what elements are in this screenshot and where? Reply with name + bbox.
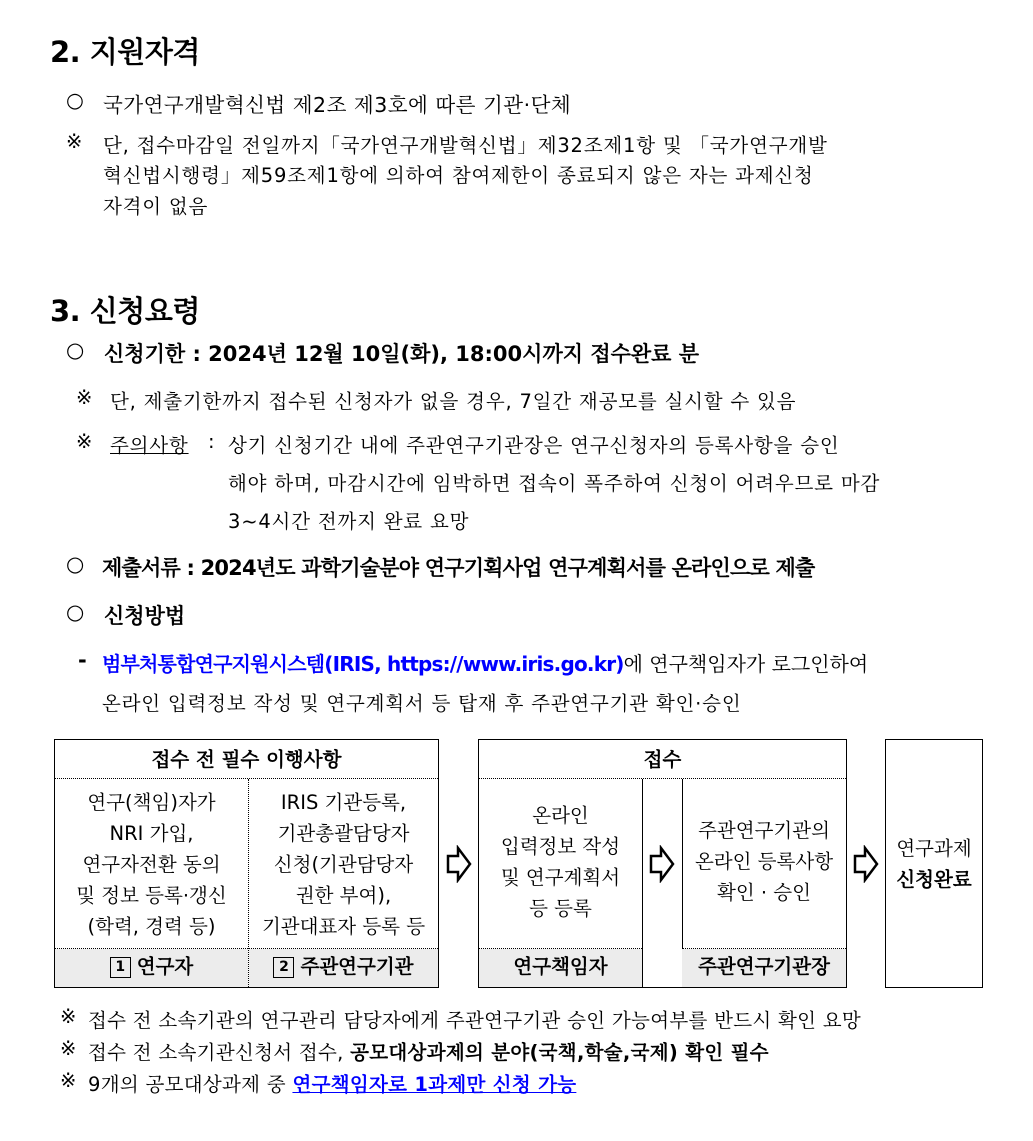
- eligibility-item: 국가연구개발혁신법 제2조 제3호에 따른 기관·단체: [103, 93, 572, 117]
- caution-line2: 해야 하며, 마감시간에 임박하면 접속이 폭주하여 신청이 어려우므로 마감: [228, 472, 881, 495]
- step-text: 기관대표자 등록 등: [261, 915, 426, 938]
- step-researcher: [55, 787, 248, 942]
- note-mark: ※: [60, 1005, 77, 1028]
- eligibility-note-line3: 자격이 없음: [103, 195, 209, 218]
- step-text: 및 정보 등록·갱신: [76, 884, 227, 907]
- step-text: IRIS 기관등록,: [280, 791, 407, 814]
- step-text: 신청완료: [896, 868, 972, 891]
- step-text: 입력정보 작성: [500, 835, 621, 858]
- section-2-title: 2. 지원자격: [50, 35, 200, 69]
- note-mark: ※: [76, 386, 94, 409]
- step-text: 온라인: [532, 804, 589, 827]
- step-text: 확인 · 승인: [717, 881, 811, 904]
- step-text: 연구과제: [896, 837, 972, 860]
- section-3-title: 3. 신청요령: [50, 294, 200, 328]
- submission-header: 접수: [643, 748, 682, 771]
- footnote-1: 접수 전 소속기관의 연구관리 담당자에게 주관연구기관 승인 가능여부를 반드시 확인 요망: [88, 1009, 862, 1032]
- role-label: 주관연구기관: [300, 955, 414, 978]
- step-text: 연구(책임)자가: [87, 791, 216, 814]
- bullet-circle: ○: [66, 88, 85, 112]
- bullet-circle: ○: [66, 552, 85, 576]
- number-box-icon: 1: [110, 957, 131, 978]
- arrow-gap: [642, 779, 683, 987]
- role-institution: [249, 949, 438, 987]
- caution-colon: :: [208, 430, 216, 453]
- step-text: (학력, 경력 등): [87, 915, 216, 938]
- caution-label: 주의사항: [110, 434, 189, 457]
- bullet-circle: ○: [66, 338, 85, 362]
- footnote-2: [88, 1037, 769, 1065]
- right-arrow-icon: [853, 845, 879, 883]
- iris-link[interactable]: 범부처통합연구지원시스템(IRIS, https://www.iris.go.kr): [102, 652, 624, 676]
- role-researcher: [55, 949, 248, 987]
- footnote-2-text: 접수 전 소속기관신청서 접수,: [88, 1041, 344, 1064]
- deadline-note: 단, 제출기한까지 접수된 신청자가 없을 경우, 7일간 재공모를 실시할 수 있음: [110, 390, 797, 413]
- step-online-entry: [479, 800, 642, 924]
- deadline-line: 신청기한 : 2024년 12월 10일(화), 18:00시까지 접수완료 분: [104, 342, 700, 366]
- documents-line: 제출서류 : 2024년도 과학기술분야 연구기획사업 연구계획서를 온라인으로 제출: [102, 556, 815, 580]
- footnote-2-emphasis: 공모대상과제의 분야(국책,학술,국제) 확인 필수: [350, 1041, 769, 1064]
- number-box-icon: 2: [273, 957, 294, 978]
- role-institution-head: 주관연구기관장: [682, 949, 846, 987]
- pre-submission-header: 접수 전 필수 이행사항: [151, 748, 342, 771]
- eligibility-note-line2: 혁신법시행령」제59조제1항에 의하여 참여제한이 종료되지 않은 자는 과제신청: [103, 164, 814, 187]
- step-text: NRI 가입,: [109, 822, 194, 845]
- method-title: 신청방법: [104, 604, 186, 628]
- right-arrow-icon: [446, 845, 472, 883]
- divider: [55, 778, 438, 779]
- step-text: 주관연구기관의: [698, 819, 830, 842]
- caution-line1: 상기 신청기간 내에 주관연구기관장은 연구신청자의 등록사항을 승인: [228, 434, 840, 457]
- role-label: 연구자: [136, 955, 194, 978]
- step-institution-approval: [682, 815, 846, 908]
- right-arrow-icon: [649, 845, 675, 883]
- step-text: 등 등록: [529, 897, 592, 920]
- footnote-3-text: 9개의 공모대상과제 중: [88, 1073, 286, 1096]
- one-project-limit-link[interactable]: 연구책임자로 1과제만 신청 가능: [292, 1073, 577, 1096]
- caution-line3: 3~4시간 전까지 완료 요망: [228, 510, 470, 533]
- method-line1: [102, 648, 868, 677]
- note-mark: ※: [66, 130, 84, 153]
- step-text: 권한 부여),: [295, 884, 392, 907]
- method-line1-rest: 에 연구책임자가 로그인하여: [623, 652, 869, 676]
- step-text: 신청(기관담당자: [273, 853, 414, 876]
- role-principal-investigator: 연구책임자: [479, 949, 642, 987]
- step-institution: [249, 787, 438, 942]
- footnote-3: [88, 1069, 576, 1097]
- note-mark: ※: [76, 430, 94, 453]
- dash-mark: -: [78, 648, 87, 672]
- step-text: 기관총괄담당자: [277, 822, 410, 845]
- note-mark: ※: [60, 1037, 78, 1060]
- note-mark: ※: [60, 1069, 78, 1092]
- step-text: 온라인 등록사항: [694, 850, 834, 873]
- step-text: 연구자전환 동의: [82, 853, 221, 876]
- step-completion: [885, 833, 983, 895]
- bullet-circle: ○: [66, 600, 85, 624]
- step-text: 및 연구계획서: [500, 866, 621, 889]
- method-line2: 온라인 입력정보 작성 및 연구계획서 등 탑재 후 주관연구기관 확인·승인: [102, 692, 742, 715]
- eligibility-note-line1: 단, 접수마감일 전일까지「국가연구개발혁신법」제32조제1항 및 「국가연구개발: [103, 134, 828, 157]
